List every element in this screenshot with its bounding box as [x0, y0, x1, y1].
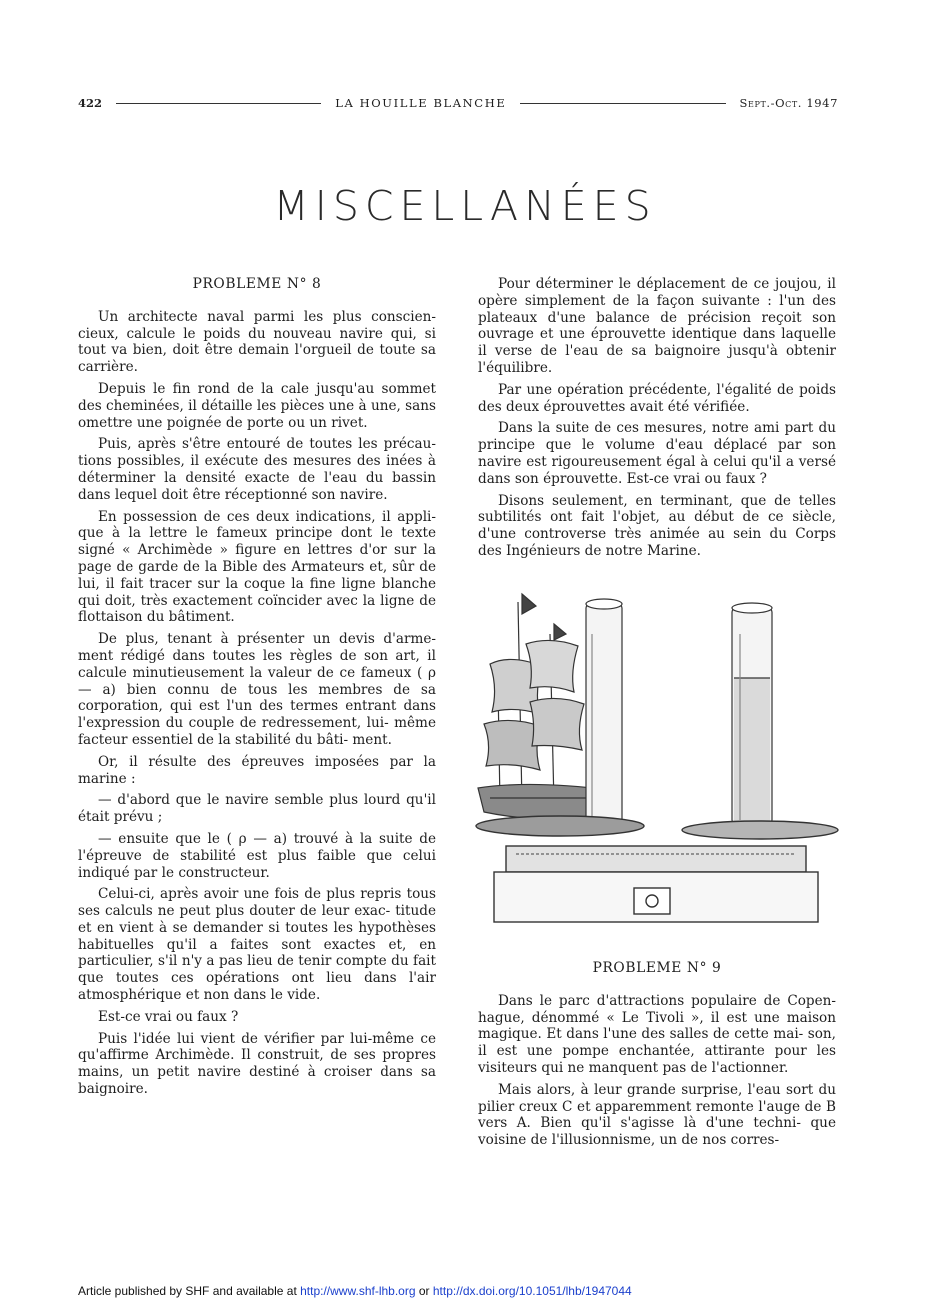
footer-prefix: Article published by SHF and available at — [78, 1284, 301, 1298]
paragraph: Puis l'idée lui vient de vérifier par lui-même ce qu'affirme Archimède. Il construit, de ses propres mains, un petit navire destiné à croiser dans sa baignoire. — [78, 1030, 436, 1098]
doi-link[interactable]: http://dx.doi.org/10.1051/lhb/1947044 — [432, 1284, 632, 1298]
paragraph: Or, il résulte des épreuves imposées par la marine : — [78, 753, 436, 787]
problem-8-heading: PROBLEME N° 8 — [192, 276, 322, 292]
right-graduated-cylinder — [732, 603, 772, 824]
running-header — [78, 95, 838, 111]
paragraph: En possession de ces deux indications, il appli- que à la lettre le fameux principe dont le texte signé « Archimède » figure en lettres d'or sur la page de garde de la Bible des Armateurs et, sûr de lui, il fait tracer sur la coque la fine ligne blanche qui doit, très exactement coïncider avec la ligne de flottaison du bâtiment. — [78, 508, 436, 626]
paragraph: De plus, tenant à présenter un devis d'arme- ment rédigé dans toutes les règles de son art, il calcule minutieusement la valeur de ce fameux ( ρ — a) bien connu de tous les membres de sa corporation, qui est l'un des termes entrant dans l'expression du couple de redressement, lui- même facteur essentiel de la stabilité du bâti- ment. — [78, 631, 436, 748]
publication-footer — [78, 1284, 878, 1298]
paragraph: — d'abord que le navire semble plus lourd qu'il était prévu ; — [78, 792, 436, 826]
left-graduated-cylinder — [586, 599, 622, 830]
paragraph: Pour déterminer le déplacement de ce joujou, il opère simplement de la façon suivante : l'un des plateaux d'une balance de précision reçoit son ouvrage et une éprouvette identique dans laquelle il verse de l'eau de sa baignoire jusqu'à obtenir l'équilibre. — [478, 276, 836, 376]
journal-name: LA HOUILLE BLANCHE — [335, 96, 507, 110]
paragraph: — ensuite que le ( ρ — a) trouvé à la suite de l'épreuve de stabilité est plus faible que celui indiqué par le constructeur. — [78, 830, 436, 881]
paragraph: Un architecte naval parmi les plus conscien- cieux, calcule le poids du nouveau navire qui, si tout va bien, doit être demain l'orgueil de toute sa carrière. — [78, 308, 436, 376]
paragraph: Dans le parc d'attractions populaire de Copen- hague, dénommé « Le Tivoli », il est une maison magique. Et dans l'une des salles de cette mai- son, il est une pompe enchantée, attirante pour les visiteurs qui ne manquent pas de l'actionner. — [478, 992, 836, 1076]
problem-9-heading: PROBLEME N° 9 — [592, 960, 722, 976]
footer-middle: or — [415, 1284, 433, 1298]
paragraph: Depuis le fin rond de la cale jusqu'au sommet des cheminées, il détaille les pièces une à une, sans omettre une poignée de porte ou un rivet. — [78, 380, 436, 431]
issue-date: Sept.-Oct. 1947 — [739, 96, 838, 110]
balance-base — [494, 846, 818, 922]
paragraph: Puis, après s'être entouré de toutes les précau- tions possibles, il exécute des mesures des inées à déterminer la densité exacte de l'eau du bassin dans lequel doit être réceptionné son navire. — [78, 436, 436, 503]
header-rule-right — [520, 103, 725, 104]
paragraph: Est-ce vrai ou faux ? — [98, 1008, 239, 1025]
page-title: MISCELLANÉES — [273, 182, 657, 230]
left-column — [78, 276, 436, 1103]
balance-illustration — [470, 574, 846, 924]
paragraph: Mais alors, à leur grande surprise, l'eau sort du pilier creux C et apparemment remonte l'auge de B vers A. Bien qu'il s'agisse là d'une techni- que voisine de l'illusionnisme, un de nos corres- — [478, 1081, 836, 1149]
paragraph: Celui-ci, après avoir une fois de plus repris tous ses calculs ne peut plus douter de leur exac- titude et en vient à se demander si toutes les hypothèses habituelles qu'il a faites sont exactes et, en particulier, s'il n'y a pas lieu de tenir compte du fait que toutes ces opérations ont lieu dans l'air atmosphérique et non dans le vide. — [78, 886, 436, 1004]
balance-drawing — [470, 574, 846, 924]
paragraph: Dans la suite de ces mesures, notre ami part du principe que le volume d'eau déplacé par son navire est rigoureusement égal à celui qu'il a versé dans son éprouvette. Est-ce vrai ou faux ? — [478, 420, 836, 487]
paragraph: Par une opération précédente, l'égalité de poids des deux éprouvettes avait été vérifiée. — [478, 381, 836, 415]
shf-link[interactable]: http://www.shf-lhb.org — [300, 1284, 416, 1298]
right-column — [478, 276, 836, 565]
problem-9-section — [478, 960, 836, 1154]
page-number: 422 — [78, 96, 103, 110]
paragraph: Disons seulement, en terminant, que de telles subtilités ont fait l'objet, au début de ce siècle, d'une controverse très animée au sein du Corps des Ingénieurs de notre Marine. — [478, 492, 836, 559]
header-rule-left — [116, 103, 321, 104]
balance-pans — [476, 816, 838, 839]
